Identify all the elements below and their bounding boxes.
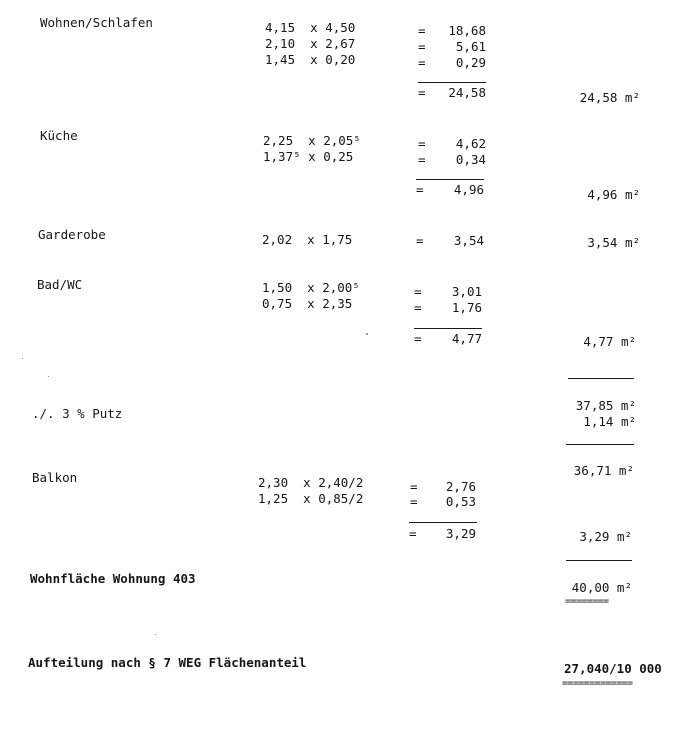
dims-row: 2,30 x 2,40/2 <box>258 475 364 490</box>
room-area-wohnen: 24,58 m² <box>579 90 640 105</box>
wohnflaeche-value: 40,00 m² <box>571 580 632 595</box>
subtotal-value: 24,58 <box>448 85 486 100</box>
subtotal-rule <box>418 82 486 83</box>
dims-row: 1,25 x 0,85/2 <box>258 491 364 506</box>
room-area-kueche: 4,96 m² <box>587 187 640 202</box>
scan-speck <box>155 634 156 635</box>
subtotal-value: 3,29 <box>445 526 476 541</box>
subtotal-rule <box>409 522 477 523</box>
room-label-balkon: Balkon <box>32 470 78 485</box>
result-value: 0,29 <box>455 55 486 70</box>
equals-sign: = <box>414 331 422 346</box>
aufteilung-value: 27,040/10 000 <box>564 661 662 676</box>
net-rule <box>566 444 634 445</box>
putz-label: ./. 3 % Putz <box>32 406 123 421</box>
aufteilung-label: Aufteilung nach § 7 WEG Flächenanteil <box>28 655 307 670</box>
equals-sign: = <box>418 23 426 38</box>
final-rule <box>566 560 632 561</box>
subtotal-value: 4,77 <box>451 331 482 346</box>
dims-row: 2,10 x 2,67 <box>265 36 356 51</box>
result-value: 1,76 <box>451 300 482 315</box>
room-label-kueche: Küche <box>40 128 78 143</box>
net-area: 36,71 m² <box>573 463 634 478</box>
room-label-wohnen: Wohnen/Schlafen <box>40 15 153 30</box>
equals-sign: = <box>414 300 422 315</box>
equals-sign: = <box>416 182 424 197</box>
scan-speck <box>48 376 49 377</box>
result-value: 5,61 <box>455 39 486 54</box>
room-label-bad: Bad/WC <box>37 277 83 292</box>
dims-row: 0,75 x 2,35 <box>262 296 353 311</box>
double-underline: ======== <box>565 596 609 607</box>
equals-sign: = <box>410 479 418 494</box>
wohnflaeche-label: Wohnfläche Wohnung 403 <box>30 571 196 586</box>
equals-sign: = <box>414 284 422 299</box>
balkon-area: 3,29 m² <box>579 529 632 544</box>
room-area-bad: 4,77 m² <box>583 334 636 349</box>
room-area-garderobe: 3,54 m² <box>587 235 640 250</box>
dims-row: 1,45 x 0,20 <box>265 52 356 67</box>
equals-sign: = <box>418 55 426 70</box>
subtotal-rule <box>414 328 482 329</box>
scan-speck <box>366 333 368 335</box>
dims-row: 2,02 x 1,75 <box>262 232 353 247</box>
dims-row: 1,37⁵ x 0,25 <box>263 149 354 164</box>
result-value: 18,68 <box>448 23 486 38</box>
result-value: 4,62 <box>455 136 486 151</box>
equals-sign: = <box>410 494 418 509</box>
dims-row: 4,15 x 4,50 <box>265 20 356 35</box>
dims-row: 2,25 x 2,05⁵ <box>263 133 361 148</box>
result-value: 3,01 <box>451 284 482 299</box>
putz-value: 1,14 m² <box>583 414 636 429</box>
dims-row: 1,50 x 2,00⁵ <box>262 280 360 295</box>
double-underline: ============= <box>562 678 633 689</box>
result-value: 0,34 <box>455 152 486 167</box>
equals-sign: = <box>418 136 426 151</box>
result-value: 3,54 <box>453 233 484 248</box>
equals-sign: = <box>418 152 426 167</box>
equals-sign: = <box>416 233 424 248</box>
equals-sign: = <box>418 85 426 100</box>
result-value: 2,76 <box>445 479 476 494</box>
room-label-garderobe: Garderobe <box>38 227 106 242</box>
subtotal-value: 4,96 <box>453 182 484 197</box>
subtotal-rule <box>416 179 484 180</box>
total-area: 37,85 m² <box>575 398 636 413</box>
scan-speck <box>22 358 23 359</box>
total-rule <box>568 378 634 379</box>
equals-sign: = <box>409 526 417 541</box>
result-value: 0,53 <box>445 494 476 509</box>
equals-sign: = <box>418 39 426 54</box>
